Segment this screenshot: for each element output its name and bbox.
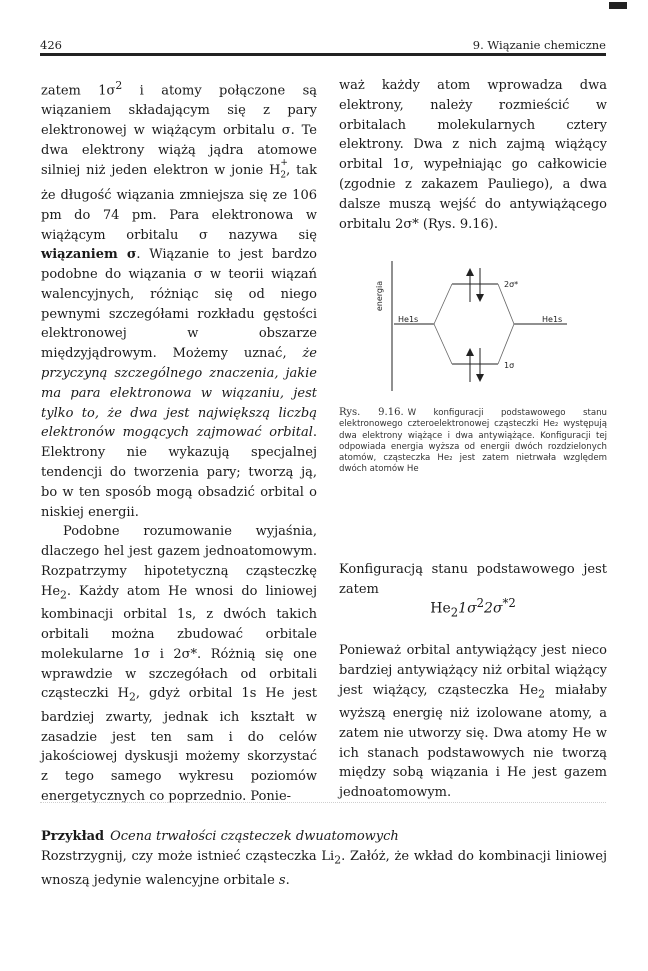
electron-configuration-formula: $He_21\sigma^22\sigma^{*2}$: [430, 596, 516, 620]
left-column: [41, 76, 317, 807]
right-column: [339, 76, 607, 234]
emphasis-statement: że przyczyną szczególnego znaczenia, jakie ma para elektronowa w wiązaniu, jest tylko to, że dwa jest największą liczbą elektronów mogących zajmować orbital: [41, 346, 317, 441]
section-divider: [40, 802, 606, 803]
left-paragraph-2: Podobne rozumowanie wyjaśnia, dlaczego hel jest gazem jednoatomowym. Rozpatrzymy hipotetyczną cząsteczkę $He_2$. Każdy atom He wnosi do liniowej kombinacji orbital 1s, z dwóch takich orbitali można zbudować orbitale molekularne 1σ i 2σ*. Różnią się one wprawdzie w szczegółach od orbitali cząsteczki $H_2$, gdyż orbital 1s He jest bardziej zwarty, jednak ich kształt w zasadzie jest ten sam i do celów jakościowej dyskusji możemy skorzystać z tego samego wykresu poziomów energetycznych co poprzednio. Ponie-: [41, 524, 317, 804]
page-number: 426: [40, 38, 62, 52]
figure-caption: [339, 407, 607, 476]
example-box: [41, 827, 607, 891]
chapter-title: 9. Wiązanie chemiczne: [472, 38, 606, 52]
correlation-line-right-up: [498, 284, 514, 324]
diagram-svg: [372, 256, 582, 396]
header-rule: [40, 53, 606, 56]
left-he1s-label: He1s: [398, 315, 419, 324]
antibonding-label: 2σ*: [504, 280, 519, 289]
correlation-line-right-down: [498, 324, 514, 364]
bonding-electron-pair: [466, 348, 484, 382]
left-paragraph-1: zatem $1\sigma^2$ i atomy połączone są wiązaniem składającym się z pary elektronowej w wiążącym orbitalu σ. Te dwa elektrony wiążą jądra atomowe silniej niż jeden elektron w jonie H + $_2$, tak że długość wiązania zmniejsza się ze 106 pm do 74 pm. Para elektronowa w wiążącym orbitalu σ nazywa się wiązaniem σ. Wiązanie to jest bardzo podobne do wiązania σ w teorii wiązań walencyjnych, różniąc się od niego pewnymi szczegółami rozkładu gęstości elektronowej w obszarze międzyjądrowym. Możemy uznać, że przyczyną szczególnego znaczenia, jakie ma para elektronowa w wiązaniu, jest tylko to, że dwa jest największą liczbą elektronów mogących zajmować orbital. Elektrony nie wykazują specjalnej tendencji do tworzenia pary; tworzą ją, bo w ten sposób mogą obsadzić orbital o niskiej energii.: [41, 79, 318, 520]
energy-level-diagram: [372, 256, 582, 396]
right-he1s-label: He1s: [542, 315, 563, 324]
caption-label: Rys. 9.16.: [339, 407, 404, 418]
example-subtitle: Ocena trwałości cząsteczek dwuatomowych: [110, 829, 399, 844]
right-paragraph-1: waż każdy atom wprowadza dwa elektrony, należy rozmieścić w orbitalach molekularnych cztery elektrony. Dwa z nich zajmą wiążący orbital 1σ, wypełniając go całkowicie (zgodnie z zakazem Pauliego), a dwa dalsze muszą wejść do antywiążącego orbitalu 2σ* (Rys. 9.16).: [339, 78, 607, 232]
caption-text: W konfiguracji podstawowego stanu elektronowego czteroelektronowej cząsteczki He₂ występują dwa elektrony wiążące i dwa antywiążące. Konfiguracji tej odpowiada energia wyższa od energii dwóch rozdzielonych atomów, cząsteczka He₂ jest zatem nietrwała względem dwóch atomów He: [339, 408, 607, 475]
ground-state-intro: Konfiguracją stanu podstawowego jest zatem: [339, 562, 607, 597]
example-body: Rozstrzygnij, czy może istnieć cząsteczka $Li_2$. Załóż, że wkład do kombinacji liniowej wnoszą jedynie walencyjne orbitale s.: [41, 849, 607, 888]
example-title: Przykład: [41, 829, 105, 844]
right-paragraph-2: Ponieważ orbital antywiążący jest nieco bardziej antywiążący niż orbital wiążący jest wiążący, cząsteczka $He_2$ miałaby wyższą energię niż izolowane atomy, a zatem nie utworzy się. Dwa atomy He w ich stanach podstawowych nie tworzą między sobą wiązania i He jest gazem jednoatomowym.: [339, 643, 607, 801]
antibonding-electron-pair: [466, 268, 484, 302]
correlation-line-left-down: [434, 324, 452, 364]
term-sigma-bond: wiązaniem σ: [41, 247, 137, 263]
corner-mark: [609, 2, 627, 9]
bonding-label: 1σ: [504, 361, 515, 370]
energy-axis-label: energia: [375, 280, 384, 312]
correlation-line-left-up: [434, 284, 452, 324]
